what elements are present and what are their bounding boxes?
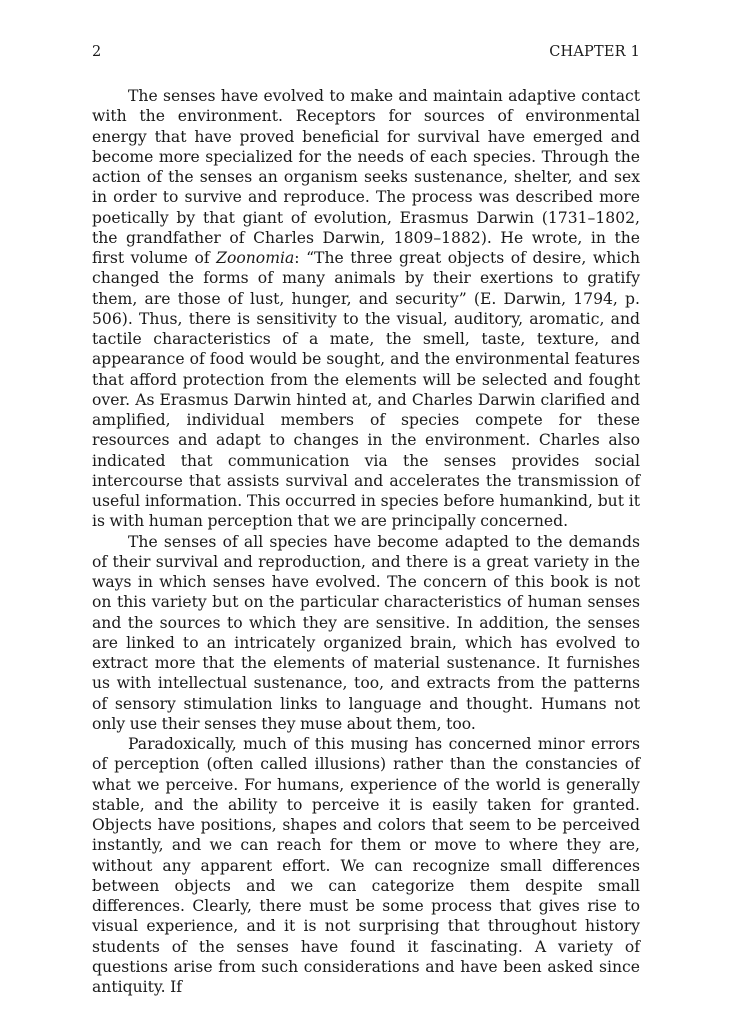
page-number: 2 (92, 44, 102, 60)
book-title-zoonomia: Zoonomia (216, 249, 295, 267)
paragraph-1-text-a: The senses have evolved to make and maintain adaptive contact with the environment. Receptors for sources of environmental energy that have proved beneficial for survival have emerged and become more specialized for the needs of each species. Through the action of the senses an organism seeks sustenance, shelter, and sex in order to survive and reproduce. The process was described more poetically by that giant of evolution, Erasmus Darwin (1731–1802, the grandfather of Charles Darwin, 1809–1882). He wrote, in the first volume of (92, 87, 640, 267)
paragraph-2: The senses of all species have become adapted to the demands of their survival and reproduction, and there is a great variety in the ways in which senses have evolved. The concern of this book is not on this variety but on the particular characteristics of human senses and the sources to which they are sensitive. In addition, the senses are linked to an intricately organized brain, which has evolved to extract more that the elements of material sustenance. It furnishes us with intellectual sustenance, too, and extracts from the patterns of sensory stimulation links to language and thought. Humans not only use their senses they muse about them, too. (92, 532, 640, 733)
chapter-label: CHAPTER 1 (549, 44, 640, 60)
book-page (92, 44, 640, 997)
running-head (92, 44, 640, 66)
paragraph-3: Paradoxically, much of this musing has concerned minor errors of perception (often called illusions) rather than the constancies of what we perceive. For humans, experience of the world is generally stable, and the ability to perceive it is easily taken for granted. Objects have positions, shapes and colors that seem to be perceived instantly, and we can reach for them or move to where they are, without any apparent effort. We can recognize small differences between objects and we can categorize them despite small differences. Clearly, there must be some process that gives rise to visual experience, and it is not surprising that throughout history students of the senses have found it fascinating. A variety of questions arise from such considerations and have been asked since antiquity. If (92, 735, 640, 996)
paragraph-1 (92, 86, 640, 532)
paragraph-1-text-b: : “The three great objects of desire, which changed the forms of many animals by their exertions to gratify them, are those of lust, hunger, and security” (E. Darwin, 1794, p. 506). Thus, there is sensitivity to the visual, auditory, aromatic, and tactile characteristics of a mate, the smell, taste, texture, and appearance of food would be sought, and the environmental features that afford protection from the elements will be selected and fought over. As Erasmus Darwin hinted at, and Charles Darwin clarified and amplified, individual members of species compete for these resources and adapt to changes in the environment. Charles also indicated that communication via the senses provides social intercourse that assists survival and accelerates the transmission of useful information. This occurred in species before humankind, but it is with human perception that we are principally concerned. (92, 249, 640, 531)
body-text (92, 86, 640, 997)
